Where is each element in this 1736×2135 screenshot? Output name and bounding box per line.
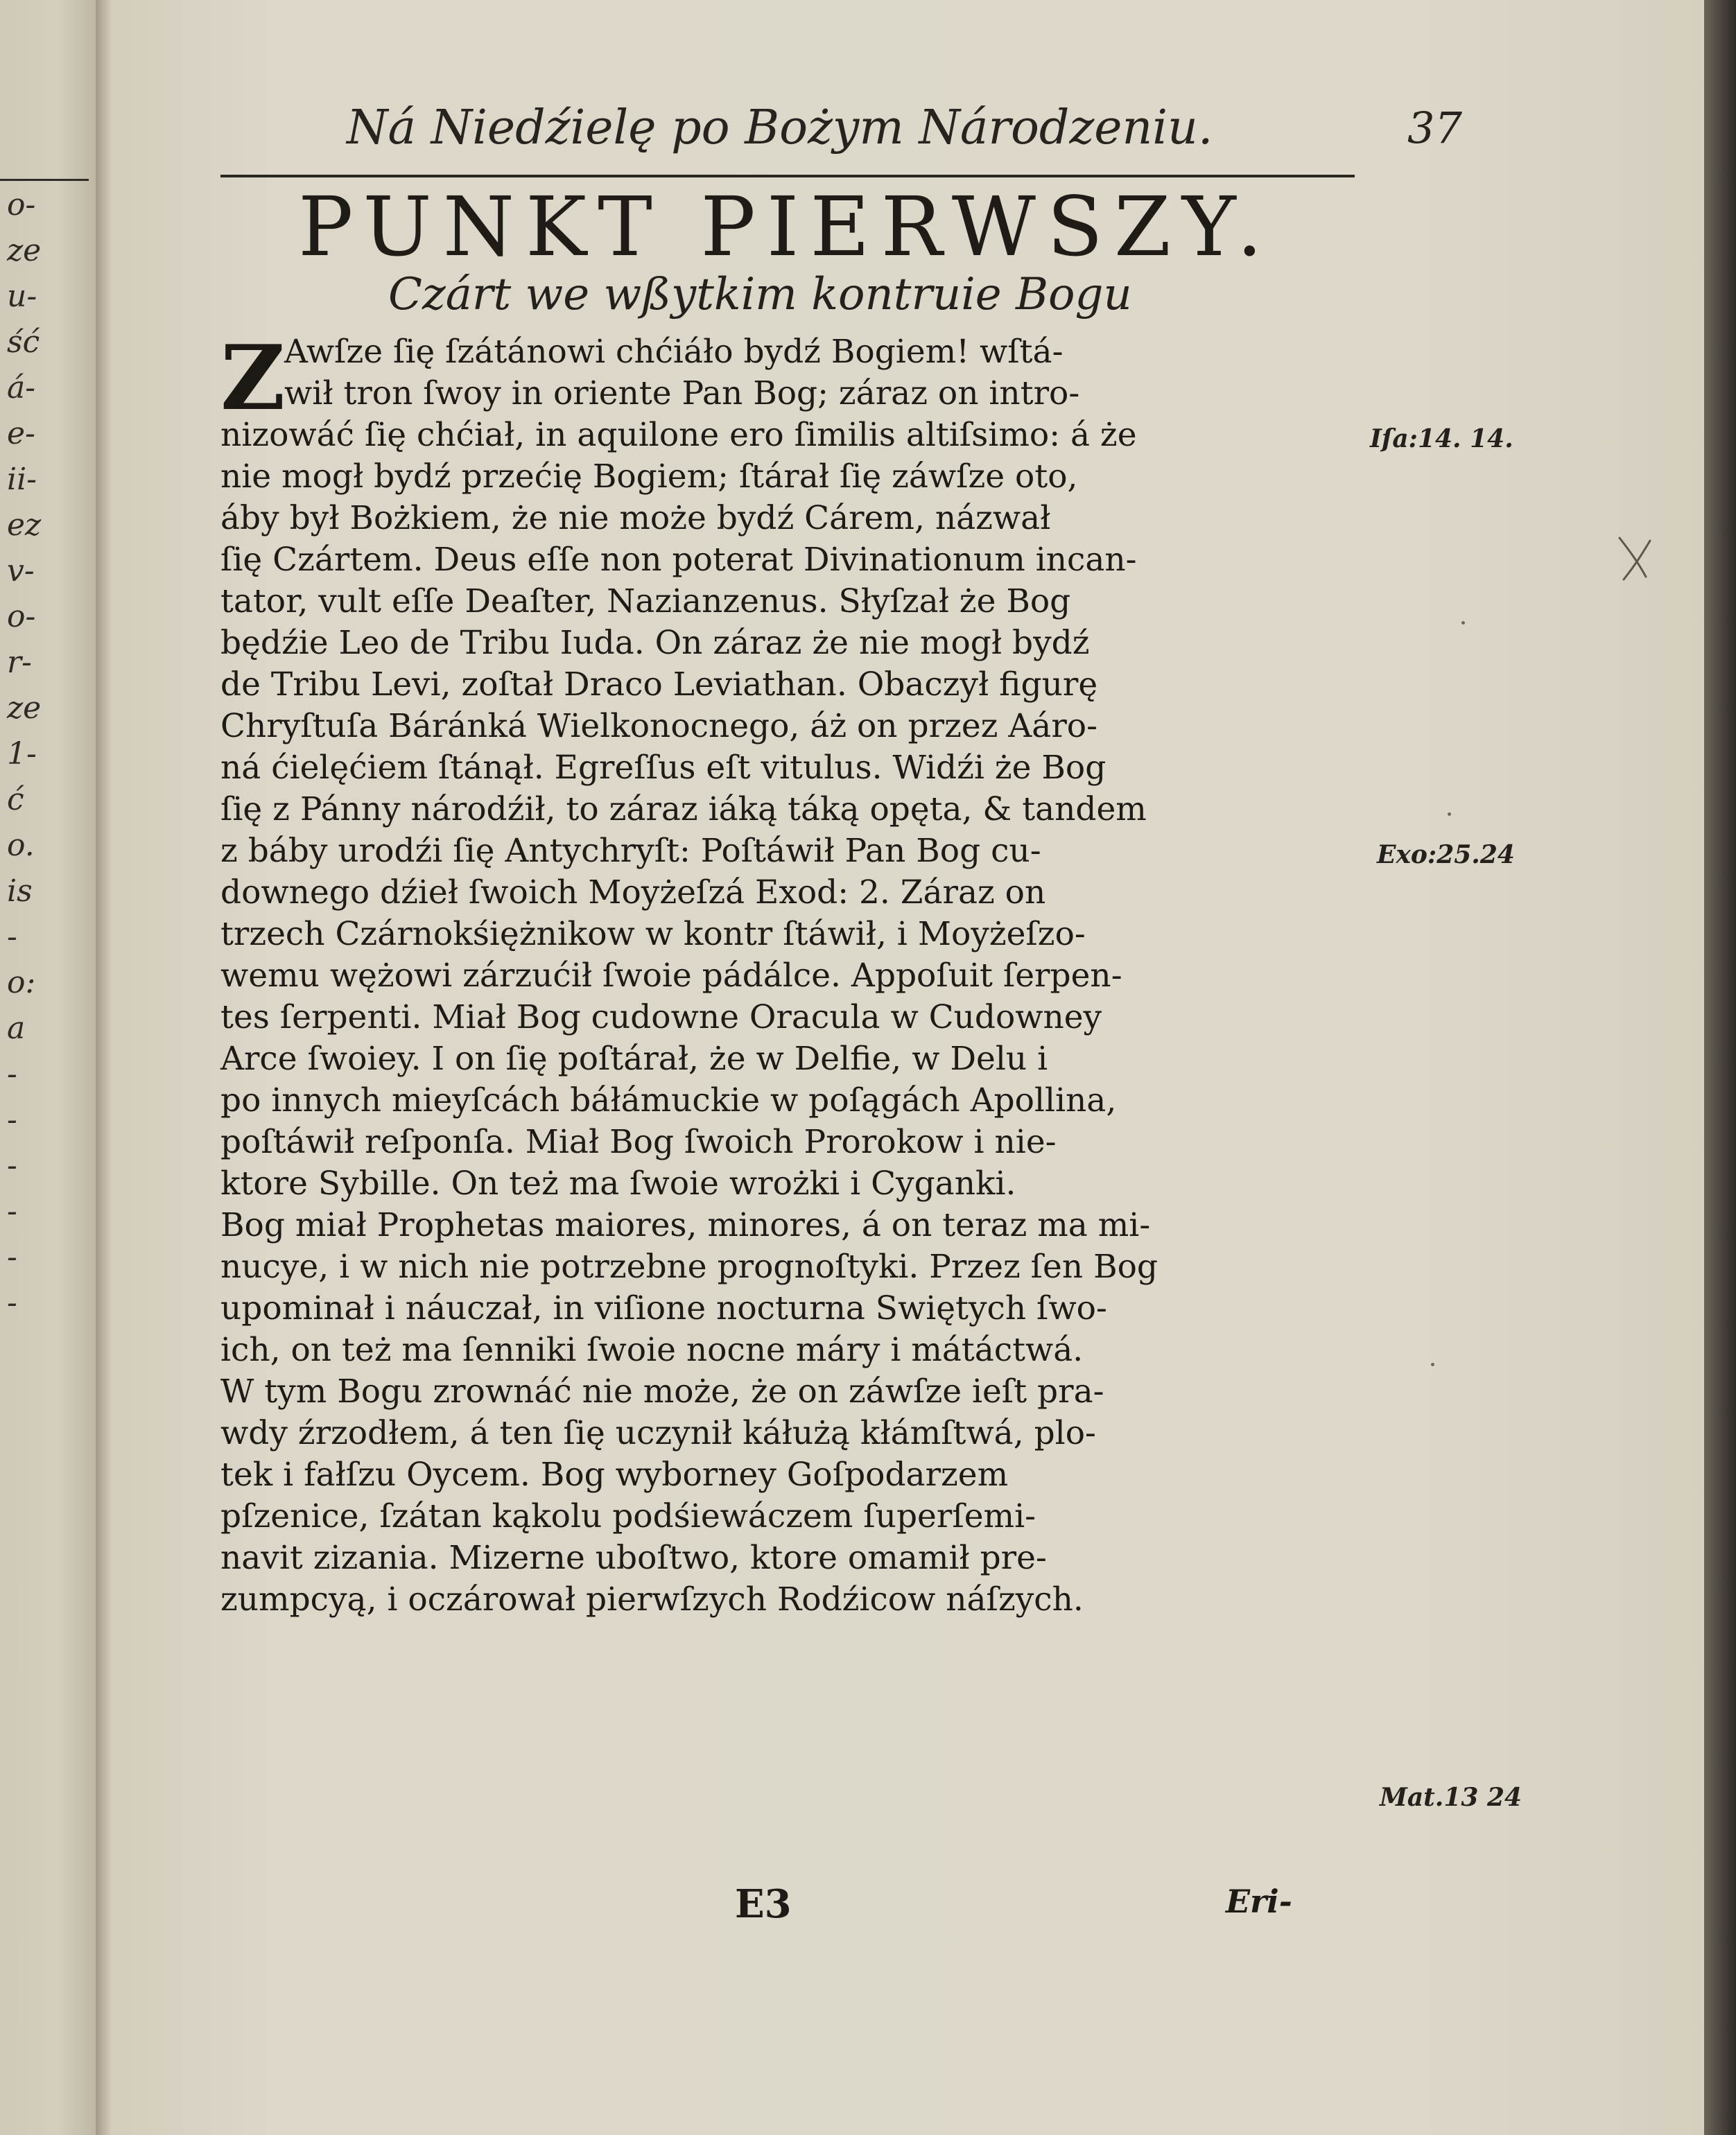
text-line: nucye, i w nich nie potrzebne prognoſtyki. Przez ſen Bog bbox=[220, 1248, 1158, 1286]
previous-page-fragment: v- bbox=[7, 553, 35, 589]
text-line: nizowáć ſię chćiał, in aquilone ero ſimilis altiſsimo: á że bbox=[220, 416, 1137, 454]
previous-page-fragment: o- bbox=[7, 599, 36, 634]
text-line: ktore Sybille. On też ma ſwoie wrożki i Cyganki. bbox=[220, 1165, 1016, 1203]
previous-page-fragment: - bbox=[7, 1102, 17, 1138]
scan-background-edge bbox=[1704, 0, 1736, 2135]
text-line: wemu wężowi zárzućił ſwoie pádálce. Appoſuit ſerpen- bbox=[220, 957, 1122, 995]
text-line: nie mogł bydź przećię Bogiem; ſtárał ſię záwſze oto, bbox=[220, 458, 1078, 496]
previous-page-fragment: - bbox=[7, 919, 17, 955]
previous-page-fragment: o- bbox=[7, 187, 36, 223]
text-line: downego dźieł ſwoich Moyżeſzá Exod: 2. Záraz on bbox=[220, 873, 1046, 912]
margin-note-exodus: Exo:25.24 bbox=[1377, 840, 1515, 869]
text-line: W tym Bogu zrownáć nie może, że on záwſze ieſt pra- bbox=[220, 1372, 1104, 1411]
drop-cap: Z bbox=[220, 326, 286, 430]
page-number: 37 bbox=[1407, 103, 1462, 153]
previous-page-edge bbox=[0, 0, 97, 2135]
paper-speck bbox=[1431, 1363, 1434, 1366]
pencil-mark-icon bbox=[1614, 534, 1663, 584]
previous-page-fragment: r- bbox=[7, 645, 32, 680]
text-line: tator, vult eſſe Deaſter, Nazianzenus. Słyſzał że Bog bbox=[220, 582, 1071, 620]
catchword: Eri- bbox=[1226, 1883, 1292, 1920]
text-line: z báby urodźi ſię Antychryſt: Poſtáwił Pan Bog cu- bbox=[220, 832, 1041, 870]
text-line: de Tribu Levi, zoſtał Draco Leviathan. Obaczył figurę bbox=[220, 665, 1098, 704]
text-line: Bog miał Prophetas maiores, minores, á on teraz ma mi- bbox=[220, 1206, 1151, 1244]
previous-page-fragment: is bbox=[7, 873, 33, 909]
margin-note-isaiah: Iſa:14. 14. bbox=[1370, 424, 1513, 453]
previous-page-fragment: - bbox=[7, 1239, 17, 1275]
text-line: ná ćielęćiem ſtánął. Egreſſus eſt vitulus. Widźi że Bog bbox=[220, 749, 1106, 787]
text-line: navit zizania. Mizerne uboſtwo, ktore omamił pre- bbox=[220, 1539, 1047, 1577]
text-line: wił tron ſwoy in oriente Pan Bog; záraz on intro- bbox=[284, 374, 1080, 412]
previous-page-fragment: o: bbox=[7, 965, 36, 1000]
previous-page-fragment: - bbox=[7, 1194, 17, 1229]
text-line: Chryſtuſa Báránká Wielkonocnego, áż on przez Aáro- bbox=[220, 707, 1097, 745]
text-line: poſtáwił reſponſa. Miał Bog ſwoich Prorokow i nie- bbox=[220, 1123, 1057, 1161]
margin-note-matthew: Mat.13 24 bbox=[1380, 1783, 1522, 1812]
previous-page-fragment: 1- bbox=[7, 736, 37, 772]
previous-page-fragment: ść bbox=[7, 324, 40, 360]
text-line: wdy źrzodłem, á ten ſię uczynił káłużą kłámſtwá, plo- bbox=[220, 1414, 1096, 1452]
previous-page-fragment: ii- bbox=[7, 462, 37, 497]
running-head: Ná Niedźielę po Bożym Národzeniu. bbox=[347, 101, 1213, 155]
text-line: Awſze ſię ſzátánowi chćiáło bydź Bogiem! wſtá- bbox=[284, 333, 1064, 371]
previous-page-fragment: ze bbox=[7, 233, 42, 268]
text-line: pſzenice, ſzátan kąkolu podśiewáczem ſuperſemi- bbox=[220, 1497, 1036, 1535]
previous-page-rule bbox=[0, 179, 89, 181]
text-line: trzech Czárnokśiężnikow w kontr ſtáwił, i Moyżeſzo- bbox=[220, 915, 1086, 953]
previous-page-fragment: o. bbox=[7, 828, 35, 863]
previous-page-fragment: ez bbox=[7, 507, 42, 543]
previous-page-fragment: ć bbox=[7, 782, 24, 817]
text-line: będźie Leo de Tribu Iuda. On záraz że nie mogł bydź bbox=[220, 624, 1090, 662]
previous-page-fragment: e- bbox=[7, 416, 35, 451]
text-line: upominał i náuczał, in viſione nocturna Swiętych ſwo- bbox=[220, 1289, 1107, 1327]
previous-page-fragments bbox=[0, 187, 90, 1331]
text-line: Arce ſwoiey. I on ſię poſtárał, że w Delfie, w Delu i bbox=[220, 1040, 1048, 1078]
signature-mark: E3 bbox=[735, 1881, 792, 1927]
previous-page-fragment: a bbox=[7, 1011, 26, 1046]
section-subtitle: Czárt we wßytkim kontruie Bogu bbox=[388, 269, 1132, 320]
section-title: PUNKT PIERWSZY. bbox=[298, 179, 1274, 274]
text-line: ich, on też ma ſenniki ſwoie nocne máry i mátáctwá. bbox=[220, 1331, 1084, 1369]
paper-speck bbox=[1448, 812, 1451, 816]
previous-page-fragment: ze bbox=[7, 690, 42, 726]
text-line: po innych mieyſcách báłámuckie w poſągách Apollina, bbox=[220, 1081, 1117, 1119]
paper-speck bbox=[1461, 621, 1465, 625]
previous-page-fragment: á- bbox=[7, 370, 36, 406]
text-line: áby był Bożkiem, że nie może bydź Cárem, názwał bbox=[220, 499, 1051, 537]
body-text bbox=[220, 326, 1371, 1621]
previous-page-fragment: - bbox=[7, 1285, 17, 1321]
previous-page-fragment: u- bbox=[7, 279, 37, 314]
text-line: ſię Czártem. Deus eſſe non poterat Divinationum incan- bbox=[220, 541, 1137, 579]
previous-page-fragment: - bbox=[7, 1056, 17, 1092]
text-line: ſię z Pánny národźił, to záraz iáką táką opęta, & tandem bbox=[220, 790, 1147, 828]
text-line: tek i fałſzu Oycem. Bog wyborney Goſpodarzem bbox=[220, 1456, 1009, 1494]
text-line: zumpcyą, i oczárował pierwſzych Rodźicow náſzych. bbox=[220, 1580, 1084, 1619]
header-rule bbox=[220, 175, 1355, 177]
previous-page-fragment: - bbox=[7, 1148, 17, 1183]
text-line: tes ſerpenti. Miał Bog cudowne Oracula w Cudowney bbox=[220, 998, 1102, 1036]
